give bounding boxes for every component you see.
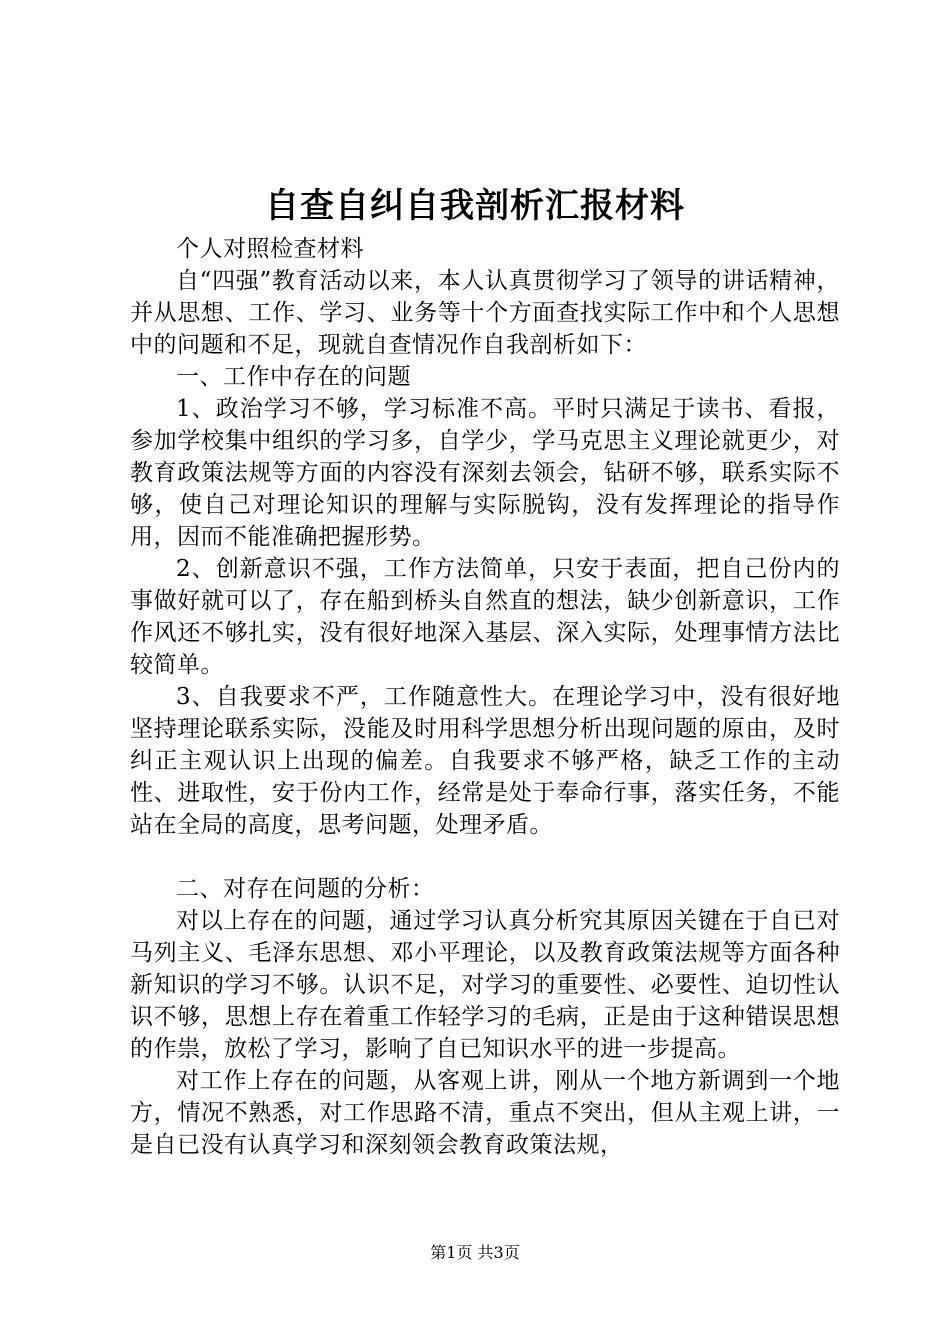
paragraph-problem-1: 1、政治学习不够，学习标准不高。平时只满足于读书、看报，参加学校集中组织的学习多，自学少，学马克思主义理论就更少，对教育政策法规等方面的内容没有深刻去领会，钻研不够，联系实际不够，使自己对理论知识的理解与实际脱钩，没有发挥理论的指导作用，因而不能准确把握形势。 (130, 396, 840, 550)
document-title: 自查自纠自我剖析汇报材料 (265, 186, 685, 226)
paragraph-intro: 自“四强”教育活动以来，本人认真贯彻学习了领导的讲话精神，并从思想、工作、学习、业务等十个方面查找实际工作中和个人思想中的问题和不足，现就自查情况作自我剖析如下： (130, 268, 840, 358)
section-heading-problems: 一、工作中存在的问题 (176, 364, 411, 390)
paragraph-analysis-2: 对工作上存在的问题，从客观上讲，刚从一个地方新调到一个地方，情况不熟悉，对工作思路不清，重点不突出，但从主观上讲，一是自已没有认真学习和深刻领会教育政策法规， (130, 1068, 840, 1158)
page-footer: 第1页 共3页 (430, 1243, 520, 1262)
section-heading-analysis: 二、对存在问题的分析： (176, 876, 435, 902)
document-body (130, 233, 840, 1161)
paragraph-analysis-1: 对以上存在的问题，通过学习认真分析究其原因关键在于自已对马列主义、毛泽东思想、邓小平理论，以及教育政策法规等方面各种新知识的学习不够。认识不足，对学习的重要性、必要性、迫切性认识不够，思想上存在着重工作轻学习的毛病，正是由于这种错误思想的作祟，放松了学习，影响了自已知识水平的进一步提高。 (130, 908, 840, 1062)
paragraph-subtitle: 个人对照检查材料 (176, 236, 364, 262)
paragraph-problem-3: 3、自我要求不严，工作随意性大。在理论学习中，没有很好地坚持理论联系实际，没能及时用科学思想分析出现问题的原由，及时纠正主观认识上出现的偏差。自我要求不够严格，缺乏工作的主动性、进取性，安于份内工作，经常是处于奉命行事，落实任务，不能站在全局的高度，思考问题，处理矛盾。 (130, 684, 840, 838)
paragraph-problem-2: 2、创新意识不强，工作方法简单，只安于表面，把自己份内的事做好就可以了，存在船到桥头自然直的想法，缺少创新意识，工作作风还不够扎实，没有很好地深入基层、深入实际，处理事情方法比较简单。 (130, 556, 840, 678)
